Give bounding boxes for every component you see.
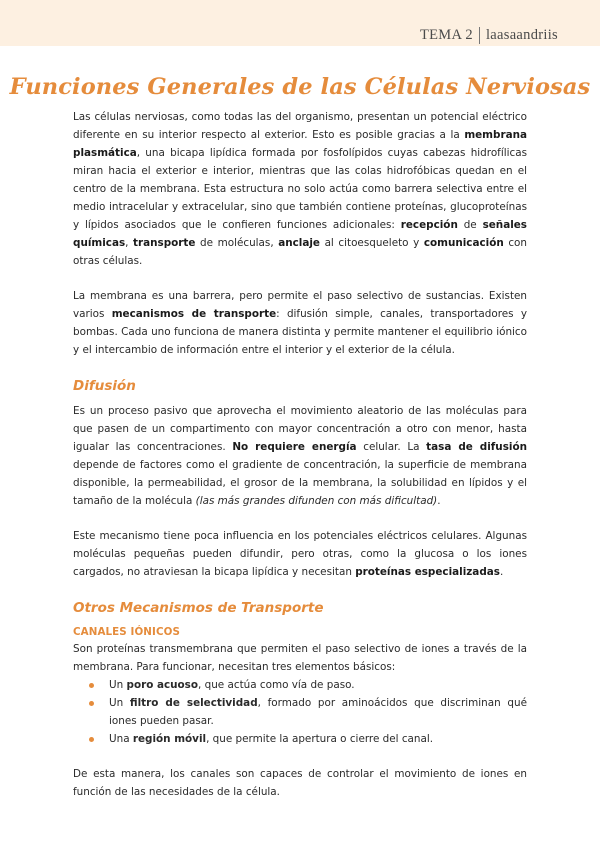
page-title: Funciones Generales de las Células Nerviosas: [9, 74, 591, 100]
difusion-paragraph-2: Este mecanismo tiene poca influencia en los potenciales eléctricos celulares. Algunas moléculas pequeñas pueden difundir, pero otras, como la glucosa o los iones cargados, no atraviesan la bicapa lipídica y necesitan proteínas especializadas.: [73, 530, 527, 578]
list-item: Un poro acuoso, que actúa como vía de paso.: [89, 676, 527, 694]
canales-paragraph-1: Son proteínas transmembrana que permiten el paso selectivo de iones a través de la membrana. Para funcionar, necesitan tres elementos básicos:: [73, 643, 527, 673]
topic-label: TEMA 2: [419, 26, 473, 43]
intro-paragraph-1: Las células nerviosas, como todas las del organismo, presentan un potencial eléctrico diferente en su interior respecto al exterior. Esto es posible gracias a la membrana plasmática, una bicapa lipídica formada por fosfolípidos cuyas cabezas hidrofílicas miran hacia el exterior e interior, mientras que las colas hidrofóbicas quedan en el centro de la membrana. Esta estructura no solo actúa como barrera selectiva entre el medio intracelular y extracelular, sino que también contiene proteínas, glucoproteínas y lípidos asociados que le confieren funciones adicionales: recepción de señales químicas, transporte de moléculas, anclaje al citoesqueleto y comunicación con otras células.: [73, 111, 527, 267]
intro-paragraph-2: La membrana es una barrera, pero permite el paso selectivo de sustancias. Existen varios mecanismos de transporte: difusión simple, canales, transportadores y bombas. Cada uno funciona de manera distinta y permite mantener el equilibrio iónico y el intercambio de información entre el interior y el exterior de la célula.: [73, 290, 527, 356]
header-divider: [479, 27, 480, 44]
document-header: [420, 25, 558, 45]
document-body: [73, 108, 527, 801]
list-item: Una región móvil, que permite la apertura o cierre del canal.: [89, 730, 527, 748]
list-item: Un filtro de selectividad, formado por aminoácidos que discriminan qué iones pueden pasar.: [89, 694, 527, 730]
difusion-paragraph-1: Es un proceso pasivo que aprovecha el movimiento aleatorio de las moléculas para que pasen de un compartimento con mayor concentración a otro con menor, hasta igualar las concentraciones. No requiere energía celular. La tasa de difusión depende de factores como el gradiente de concentración, la superficie de membrana disponible, la permeabilidad, el grosor de la membrana, la solubilidad en lípidos y el tamaño de la molécula (las más grandes difunden con más dificultad).: [73, 405, 527, 507]
canales-list: [89, 676, 527, 748]
subheading-canales: CANALES IÓNICOS: [73, 626, 180, 638]
section-heading-otros: Otros Mecanismos de Transporte: [73, 600, 324, 616]
canales-paragraph-2: De esta manera, los canales son capaces de controlar el movimiento de iones en función de las necesidades de la célula.: [73, 768, 527, 798]
section-heading-difusion: Difusión: [73, 378, 136, 394]
author-label: laasaandriis: [485, 26, 558, 43]
